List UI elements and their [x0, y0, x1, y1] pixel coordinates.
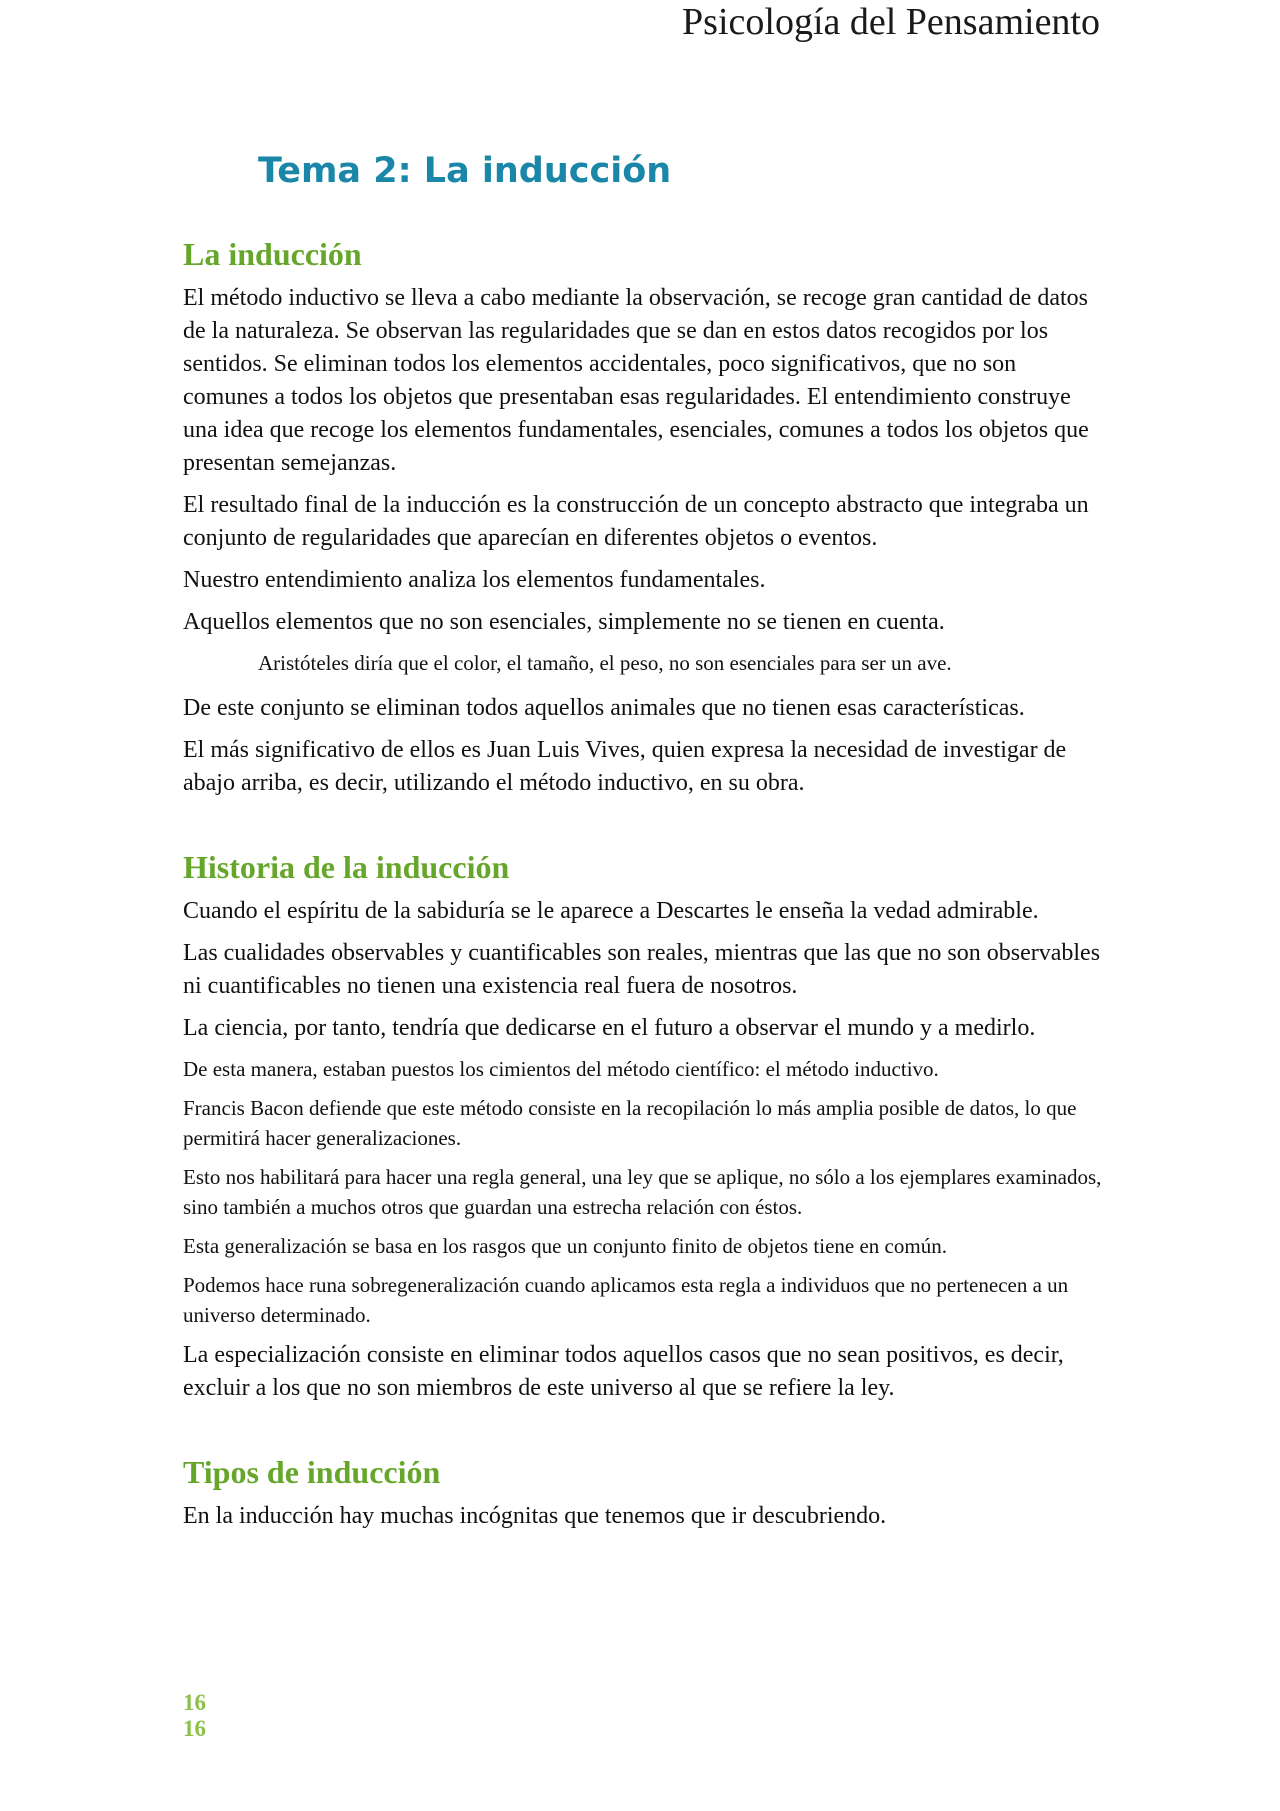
indented-example: Aristóteles diría que el color, el tamaño, el peso, no son esenciales para ser un ave.	[258, 651, 952, 675]
paragraph: Esta generalización se basa en los rasgos que un conjunto finito de objetos tiene en común.	[183, 1234, 947, 1258]
section-heading: Historia de la inducción	[183, 849, 510, 885]
paragraph: De este conjunto se eliminan todos aquellos animales que no tienen esas características.	[183, 695, 1025, 721]
chapter-title: Tema 2: La inducción	[258, 151, 672, 191]
paragraph: Nuestro entendimiento analiza los elementos fundamentales.	[183, 567, 766, 593]
document-body	[183, 234, 1103, 1542]
paragraph: La especialización consiste en eliminar todos aquellos casos que no sean positivos, es decir, excluir a los que no son miembros de este universo al que se refiere la ley.	[183, 1342, 1064, 1401]
section-heading: La inducción	[183, 236, 362, 272]
paragraph: Las cualidades observables y cuantificables son reales, mientras que las que no son observables ni cuantificables no tienen una existencia real fuera de nosotros.	[183, 940, 1101, 999]
paragraph: El resultado final de la inducción es la construcción de un concepto abstracto que integraba un conjunto de regularidades que aparecían en diferentes objetos o eventos.	[183, 492, 1089, 551]
page-number: 16	[183, 1690, 206, 1715]
section-heading: Tipos de inducción	[183, 1454, 441, 1490]
paragraph: Podemos hace runa sobregeneralización cuando aplicamos esta regla a individuos que no pertenecen a un universo determinado.	[183, 1273, 1069, 1327]
paragraph: Esto nos habilitará para hacer una regla general, una ley que se aplique, no sólo a los ejemplares examinados, sino también a muchos otros que guardan una estrecha relación con éstos.	[183, 1165, 1102, 1219]
paragraph: El método inductivo se lleva a cabo mediante la observación, se recoge gran cantidad de datos de la naturaleza. Se observan las regularidades que se dan en estos datos recogidos por los sentidos. Se eliminan todos los elementos accidentales, poco significativos, que no son comunes a todos los objetos que presentaban esas regularidades. El entendimiento construye una idea que recoge los elementos fundamentales, esenciales, comunes a todos los objetos que presentan semejanzas.	[183, 285, 1089, 476]
section-tipos-de-induccion	[183, 1452, 1103, 1533]
paragraph: Cuando el espíritu de la sabiduría se le aparece a Descartes le enseña la vedad admirable.	[183, 898, 1039, 924]
page-number: 16	[183, 1716, 206, 1741]
section-la-induccion	[183, 234, 1103, 800]
paragraph: El más significativo de ellos es Juan Luis Vives, quien expresa la necesidad de investigar de abajo arriba, es decir, utilizando el método inductivo, en su obra.	[183, 737, 1067, 796]
paragraph: De esta manera, estaban puestos los cimientos del método científico: el método inductivo.	[183, 1057, 939, 1081]
paragraph: En la inducción hay muchas incógnitas que tenemos que ir descubriendo.	[183, 1503, 887, 1529]
paragraph: Aquellos elementos que no son esenciales, simplemente no se tienen en cuenta.	[183, 609, 945, 635]
paragraph: La ciencia, por tanto, tendría que dedicarse en el futuro a observar el mundo y a medirlo.	[183, 1015, 1036, 1041]
paragraph: Francis Bacon defiende que este método consiste en la recopilación lo más amplia posible de datos, lo que permitirá hacer generalizaciones.	[183, 1096, 1077, 1150]
running-header: Psicología del Pensamiento	[682, 1, 1100, 43]
section-historia-de-la-induccion	[183, 847, 1103, 1405]
